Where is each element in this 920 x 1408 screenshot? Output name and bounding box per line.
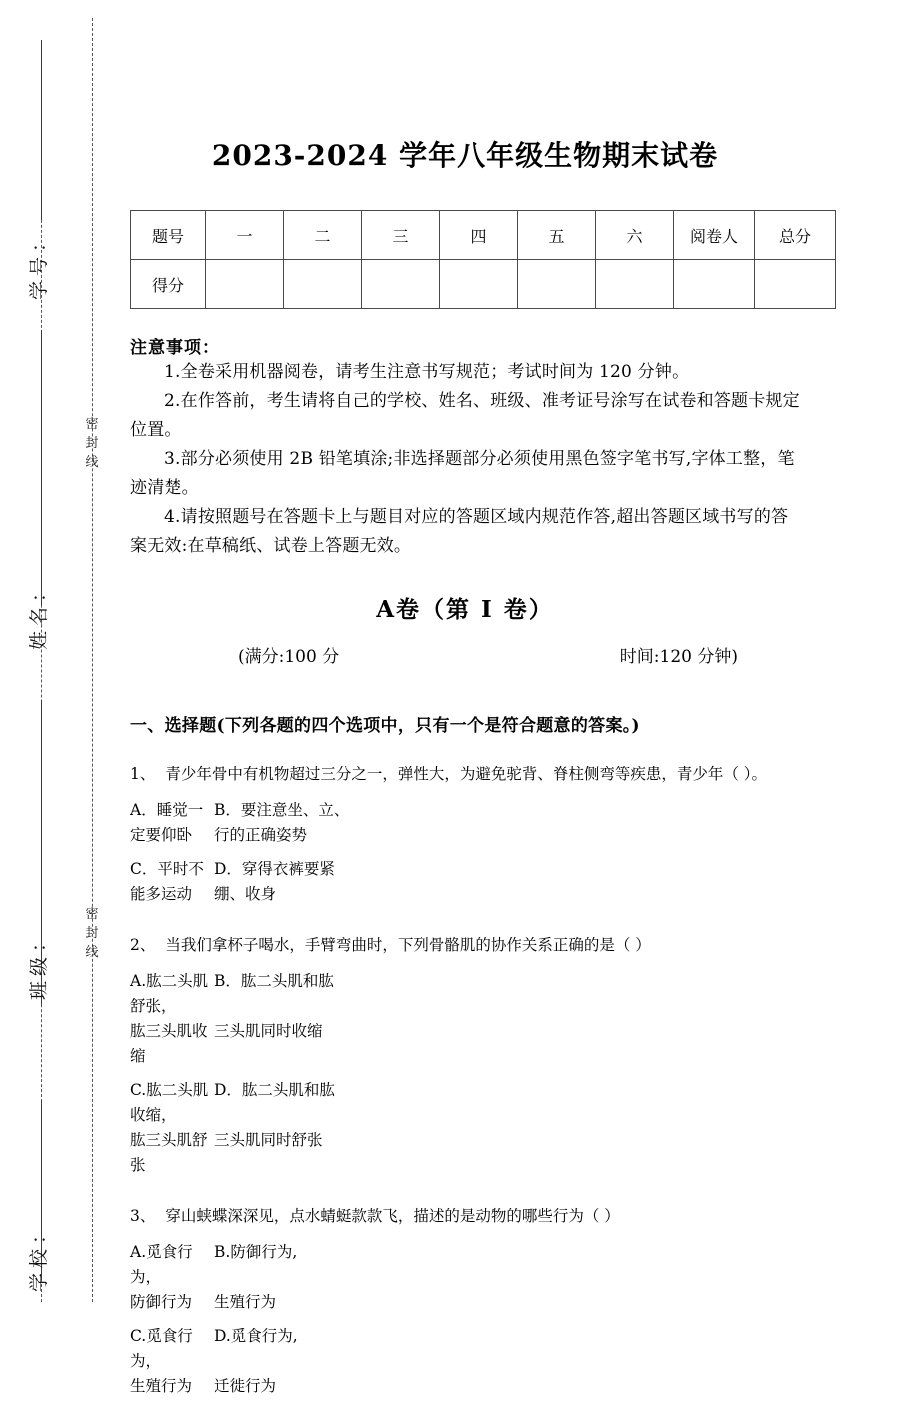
option-d[interactable]: D．穿得衣裤要紧 [214,860,335,878]
question-stem [130,1204,800,1228]
notice-item: 1.全卷采用机器阅卷，请考生注意书写规范；考试时间为 120 分钟。 [164,362,690,382]
notice-item: 4.请按照题号在答题卡上与题目对应的答题区域内规范作答,超出答题区域书写的答案无效:在草稿纸、试卷上答题无效。 [130,507,789,556]
option-pair-cd [130,1078,800,1178]
option-b[interactable]: B.防御行为, [214,1243,298,1261]
option-c[interactable]: C.肱二头肌收缩， [130,1081,209,1124]
question-1 [130,762,800,907]
score-entry-cell[interactable] [596,260,674,309]
field-label-student-id: 学号： [28,227,50,300]
table-row [131,260,836,309]
option-a[interactable]: A．睡觉一 [130,801,204,819]
score-entry-cell[interactable] [206,260,284,309]
score-table [130,210,836,309]
seal-rule-segment-2 [41,330,42,605]
score-entry-cell[interactable] [440,260,518,309]
option-c-cont: 生殖行为 [130,1377,193,1395]
section-one-heading: 一、选择题(下列各题的四个选项中，只有一个是符合题意的答案。) [130,716,640,736]
seal-mark-char: 密 [85,907,99,922]
table-cell: 二 [284,211,362,260]
paper-content [130,0,811,1408]
option-a[interactable]: A.觅食行为， [130,1243,193,1286]
question-number: 1、 [130,765,156,783]
seal-rule-segment-1 [41,40,42,220]
option-c-cont: 能多运动 [130,885,193,903]
seal-mark-char: 线 [85,945,99,960]
notice-item: 2.在作答前，考生请将自己的学校、姓名、班级、准考证号涂写在试卷和答题卡规定位置。 [130,391,800,440]
option-b-cont: 三头肌同时收缩 [214,1022,323,1040]
table-cell: 一 [206,211,284,260]
field-label-class: 班级： [28,927,50,1000]
option-a-cont: 防御行为 [130,1293,193,1311]
option-b-cont: 行的正确姿势 [214,826,308,844]
option-b[interactable]: B．肱二头肌和肱 [214,972,334,990]
option-line [130,882,800,907]
option-pair-cd [130,857,800,907]
seal-mark-char: 封 [85,436,99,451]
option-line [130,823,800,848]
option-line [130,1290,800,1315]
option-d-cont: 迁徙行为 [214,1377,277,1395]
table-cell: 得分 [131,260,206,309]
notice-item: 3.部分必须使用 2B 铅笔填涂;非选择题部分必须使用黑色签字笔书写,字体工整，笔迹清楚。 [130,449,795,498]
question-text: 青少年骨中有机物超过三分之一，弹性大，为避免驼背、脊柱侧弯等疾患，青少年（ ）。 [165,765,768,783]
table-cell: 题号 [131,211,206,260]
option-b-cont: 生殖行为 [214,1293,277,1311]
seal-mark-2 [82,905,102,962]
option-pair-ab [130,969,800,1069]
option-d[interactable]: D．肱二头肌和肱 [214,1081,335,1099]
question-number: 3、 [130,1207,156,1225]
score-entry-cell[interactable] [518,260,596,309]
question-text: 穿山蛱蝶深深见，点水蜻蜓款款飞，描述的是动物的哪些行为（ ） [165,1207,620,1225]
question-text: 当我们拿杯子喝水，手臂弯曲时，下列骨骼肌的协作关系正确的是（ ） [165,936,651,954]
full-score-label: (满分:100 分 [238,647,340,667]
option-d[interactable]: D.觅食行为, [214,1327,298,1345]
option-c[interactable]: C.觅食行为， [130,1327,193,1370]
question-3 [130,1204,800,1399]
table-cell: 六 [596,211,674,260]
option-d-cont: 绷、收身 [214,885,277,903]
question-stem [130,762,800,786]
option-a-cont: 定要仰卧 [130,826,193,844]
paper-a-meta [130,642,800,667]
option-b[interactable]: B．要注意坐、立、 [214,801,350,819]
table-cell: 四 [440,211,518,260]
notice-heading: 注意事项： [130,338,220,358]
option-pair-ab [130,798,800,848]
question-2 [130,933,800,1178]
time-limit-label: 时间:120 分钟) [619,647,738,667]
option-d-cont: 三头肌同时舒张 [214,1131,323,1149]
option-a[interactable]: A.肱二头肌舒张， [130,972,209,1015]
table-row [131,211,836,260]
question-stem [130,933,800,957]
option-line [130,1128,800,1178]
option-a-cont: 肱三头肌收缩 [130,1022,208,1065]
field-label-name: 姓名： [28,577,50,650]
seal-mark-char: 密 [85,417,99,432]
score-entry-cell[interactable] [362,260,440,309]
option-line [130,1324,800,1374]
option-pair-ab [130,1240,800,1315]
option-c-cont: 肱三头肌舒张 [130,1131,208,1174]
score-entry-cell[interactable] [755,260,836,309]
seal-mark-char: 封 [85,926,99,941]
table-cell: 五 [518,211,596,260]
score-entry-cell[interactable] [674,260,755,309]
seal-mark-char: 线 [85,455,99,470]
page-title: 2023-2024 学年八年级生物期末试卷 [211,139,719,172]
option-line [130,1374,800,1399]
option-line [130,798,800,823]
table-cell: 阅卷人 [674,211,755,260]
table-cell: 总分 [755,211,836,260]
option-line [130,969,800,1019]
option-c[interactable]: C．平时不 [130,860,204,878]
seal-mark-1 [82,415,102,472]
option-line [130,1078,800,1128]
option-line [130,1019,800,1069]
option-pair-cd [130,1324,800,1399]
seal-line-outer [92,18,93,1302]
score-entry-cell[interactable] [284,260,362,309]
table-cell: 三 [362,211,440,260]
option-line [130,1240,800,1290]
paper-a-title: A卷（第 I 卷） [376,596,554,623]
question-number: 2、 [130,936,156,954]
option-line [130,857,800,882]
field-label-school: 学校： [28,1219,50,1292]
